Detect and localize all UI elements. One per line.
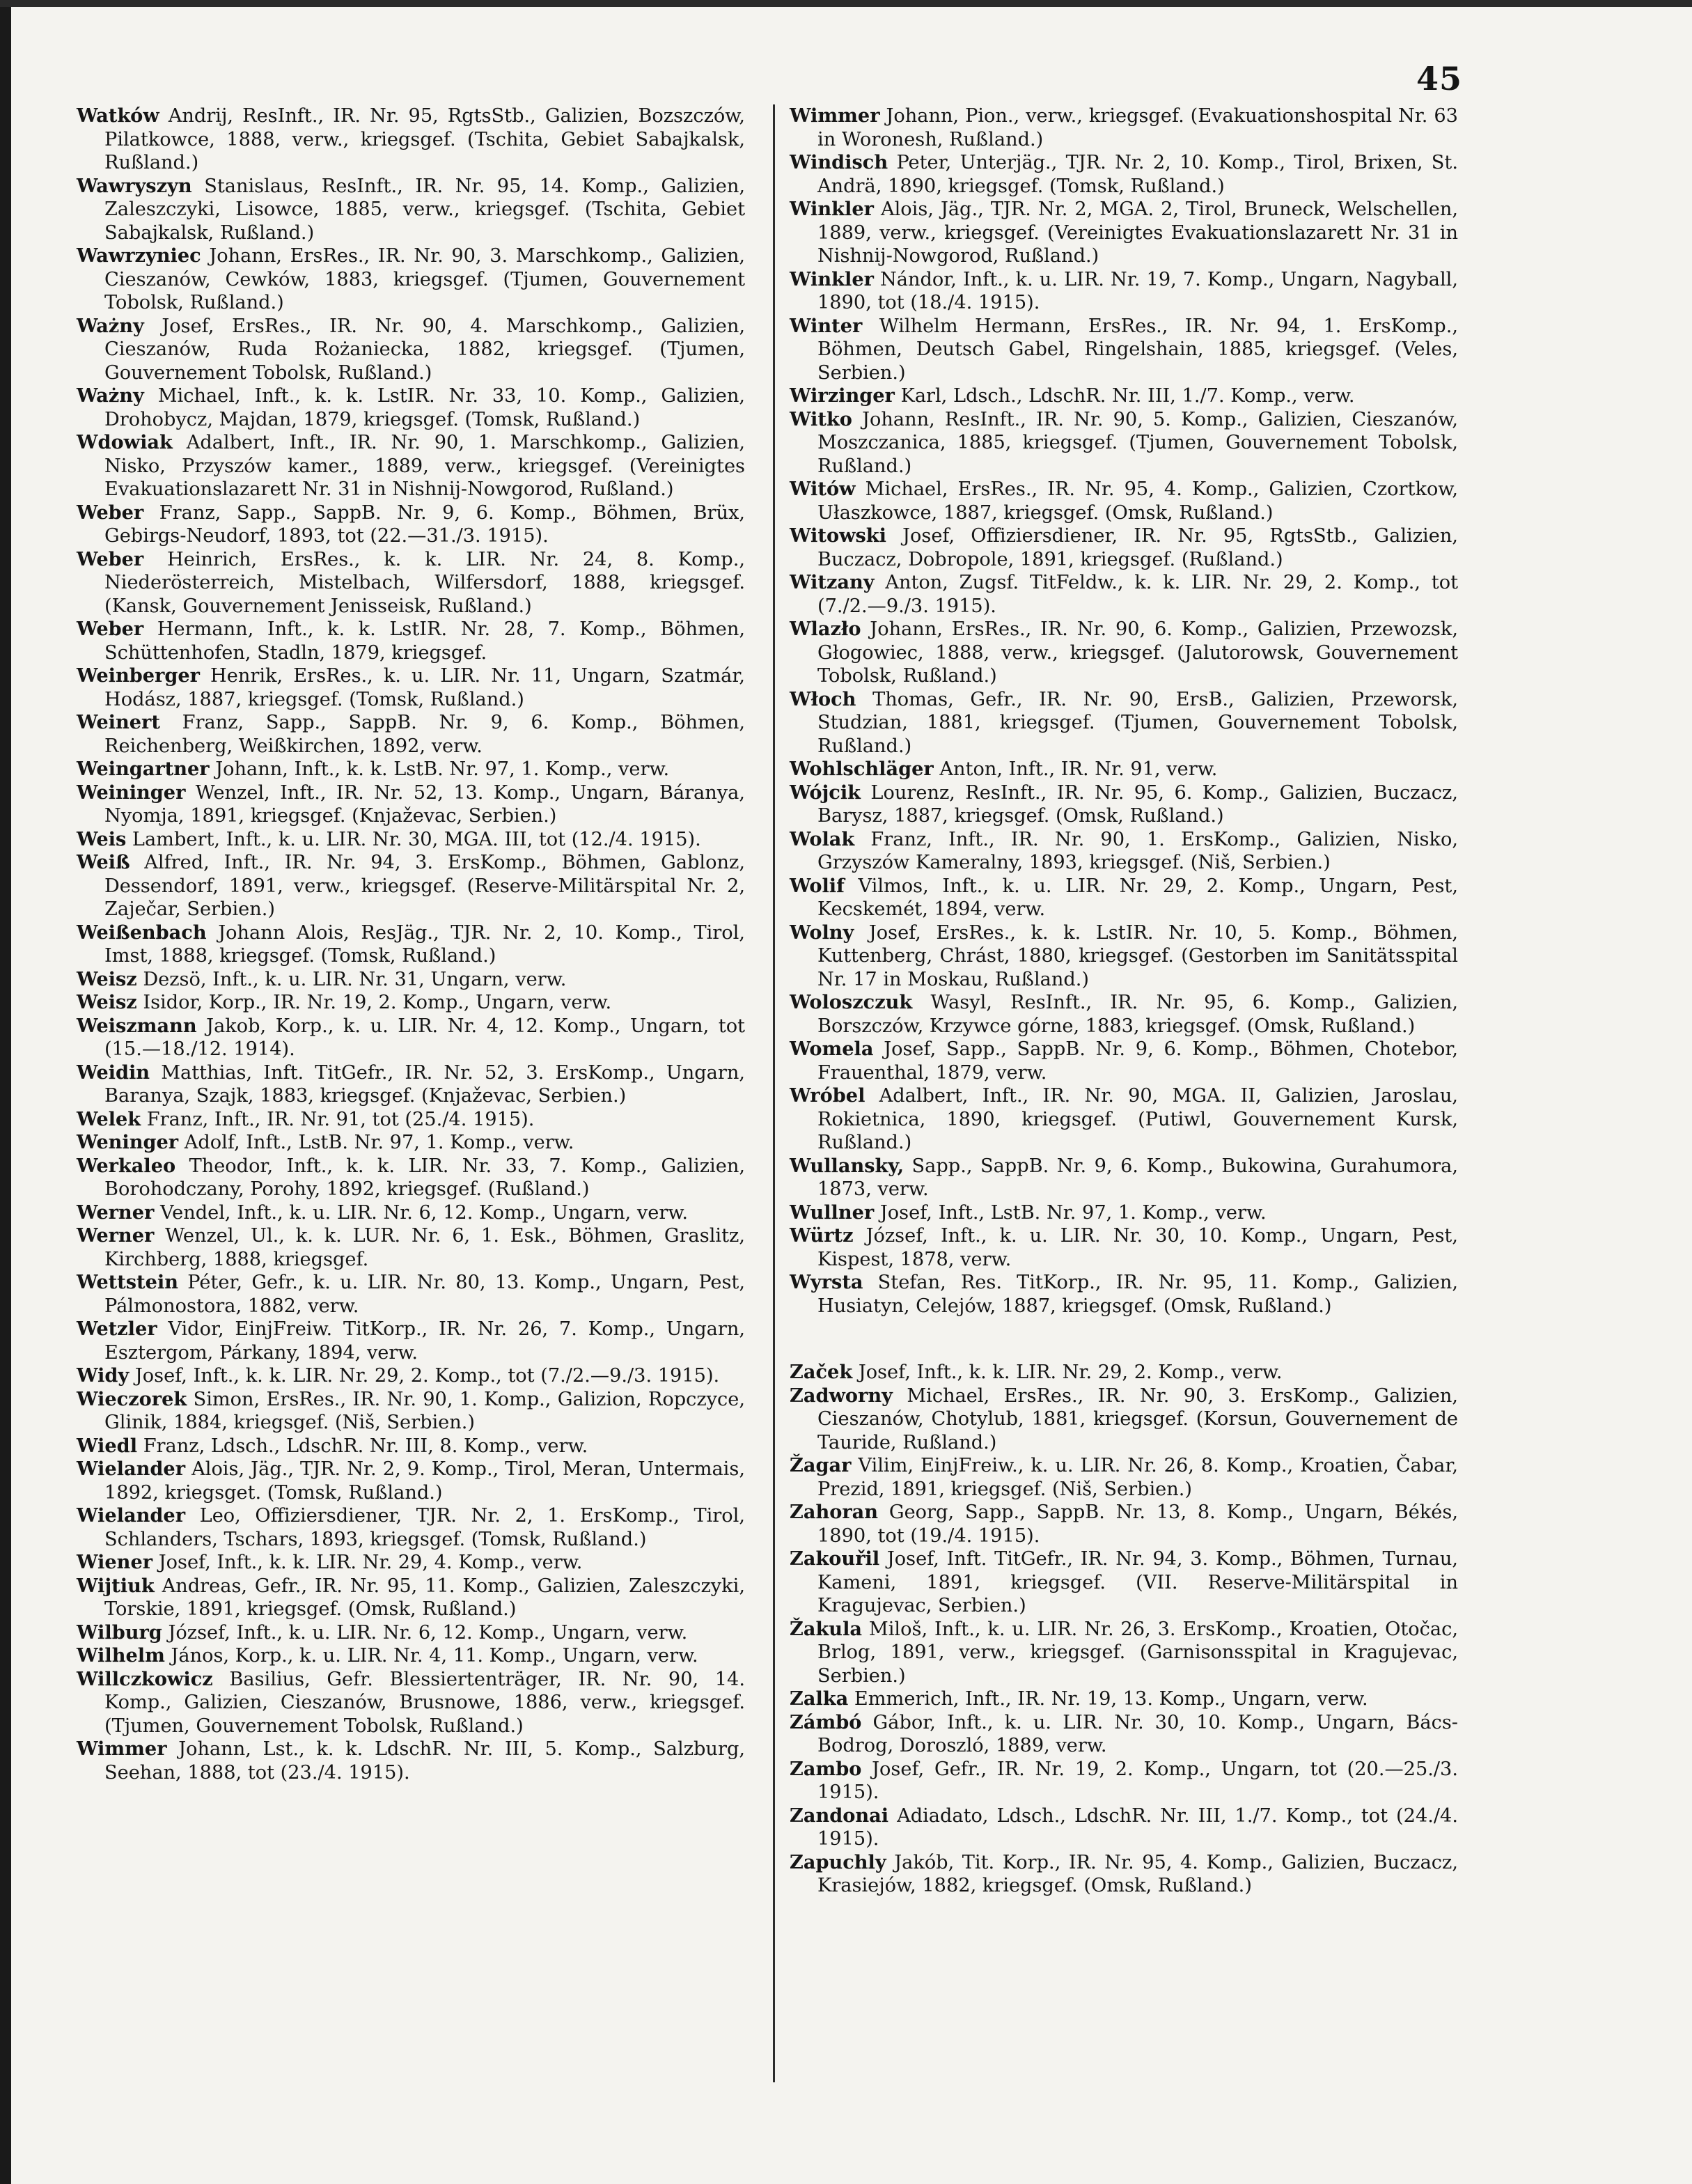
list-item — [77, 1131, 745, 1155]
entry-surname: Wohlschläger — [790, 758, 934, 780]
list-item — [77, 1738, 745, 1784]
entry-details: János, Korp., k. u. LIR. Nr. 4, 11. Komp., Ungarn, verw. — [171, 1645, 698, 1667]
list-item — [77, 1668, 745, 1738]
entry-details: Isidor, Korp., IR. Nr. 19, 2. Komp., Ungarn, verw. — [143, 992, 612, 1013]
list-item — [790, 1687, 1458, 1711]
entry-details: Josef, Inft., k. k. LIR. Nr. 29, 2. Komp., tot (7./2.—9./3. 1915). — [134, 1365, 720, 1387]
entry-surname: Werner — [77, 1201, 155, 1224]
entry-surname: Wielander — [77, 1458, 186, 1480]
entry-details: Alois, Jäg., TJR. Nr. 2, 9. Komp., Tirol, Meran, Untermais, 1892, kriegsget. (Tomsk, Rußland.) — [104, 1458, 745, 1504]
list-item — [790, 991, 1458, 1038]
entry-details: Vilmos, Inft., k. u. LIR. Nr. 29, 2. Komp., Ungarn, Pest, Kecskemét, 1894, verw. — [817, 875, 1458, 920]
list-item — [77, 1551, 745, 1575]
entry-surname: Žagar — [790, 1454, 852, 1476]
entry-surname: Winter — [790, 314, 863, 337]
entry-surname: Zadworny — [790, 1384, 893, 1407]
entry-details: Georg, Sapp., SappB. Nr. 13, 8. Komp., Ungarn, Békés, 1890, tot (19./4. 1915). — [817, 1502, 1458, 1547]
entry-details: Johann, ResInft., IR. Nr. 90, 5. Komp., Galizien, Cieszanów, Moszczanica, 1885, kriegsgef. (Tjumen, Gouvernement Tobolsk, Rußland.) — [817, 408, 1458, 477]
list-item — [77, 851, 745, 921]
list-item — [77, 244, 745, 315]
entry-details: Adolf, Inft., LstB. Nr. 97, 1. Komp., verw. — [184, 1132, 574, 1153]
list-item — [77, 1061, 745, 1108]
entry-details: Jakob, Korp., k. u. LIR. Nr. 4, 12. Komp., Ungarn, tot (15.—18./12. 1914). — [104, 1015, 745, 1060]
list-item — [77, 315, 745, 385]
list-item — [77, 1575, 745, 1621]
entry-surname: Winkler — [790, 267, 874, 290]
scan-left-edge — [0, 0, 11, 2184]
entry-surname: Wilburg — [77, 1621, 162, 1644]
entry-details: Josef, Offiziersdiener, IR. Nr. 95, RgtsStb., Galizien, Buczacz, Dobropole, 1891, kriegsgef. (Rußland.) — [817, 525, 1458, 570]
column-divider — [773, 104, 775, 2082]
list-item — [790, 618, 1458, 688]
list-item — [790, 875, 1458, 921]
list-item — [790, 1804, 1458, 1851]
list-item — [790, 384, 1458, 408]
entry-details: Matthias, Inft. TitGefr., IR. Nr. 52, 3. ErsKomp., Ungarn, Baranya, Szajk, 1883, kriegsgef. (Knjaževac, Serbien.) — [104, 1061, 745, 1107]
entry-surname: Wolny — [790, 921, 854, 944]
left-column — [77, 104, 745, 1784]
entry-details: Vilim, EinjFreiw., k. u. LIR. Nr. 26, 8. Komp., Kroatien, Čabar, Prezid, 1891, kriegsgef. (Niš, Serbien.) — [817, 1455, 1458, 1500]
entry-surname: Wimmer — [77, 1738, 167, 1760]
entry-surname: Wilhelm — [77, 1644, 165, 1667]
entry-surname: Witko — [790, 407, 852, 430]
entry-surname: Zakouřil — [790, 1547, 880, 1570]
entry-surname: Zandonai — [790, 1804, 889, 1827]
list-item — [77, 1015, 745, 1061]
entry-details: Wenzel, Ul., k. k. LUR. Nr. 6, 1. Esk., Böhmen, Graslitz, Kirchberg, 1888, kriegsgef. — [104, 1225, 745, 1270]
entry-details: Andrij, ResInft., IR. Nr. 95, RgtsStb., Galizien, Bozszczów, Pilatkowce, 1888, verw., kriegsgef. (Tschita, Gebiet Sabajkalsk, Rußland.) — [104, 105, 745, 173]
entry-details: József, Inft., k. u. LIR. Nr. 6, 12. Komp., Ungarn, verw. — [168, 1621, 688, 1644]
list-item — [790, 151, 1458, 198]
entry-details: Josef, Gefr., IR. Nr. 19, 2. Komp., Ungarn, tot (20.—25./3. 1915). — [817, 1758, 1458, 1803]
entry-surname: Wiener — [77, 1551, 153, 1573]
list-item — [77, 618, 745, 664]
list-item — [77, 384, 745, 431]
entry-surname: Witowski — [790, 524, 886, 547]
list-item — [790, 1224, 1458, 1271]
list-item — [790, 1384, 1458, 1455]
entry-surname: Weiszmann — [77, 1014, 197, 1037]
list-item — [77, 664, 745, 711]
list-item — [790, 828, 1458, 875]
entry-details: Leo, Offiziersdiener, TJR. Nr. 2, 1. ErsKomp., Tirol, Schlanders, Tschars, 1893, kriegsgef. (Tomsk, Rußland.) — [104, 1505, 745, 1550]
entry-surname: Werner — [77, 1224, 155, 1247]
list-item — [77, 1271, 745, 1318]
list-item — [790, 688, 1458, 758]
entry-details: Josef, Inft., LstB. Nr. 97, 1. Komp., verw. — [879, 1201, 1267, 1224]
entry-surname: Weisz — [77, 967, 137, 990]
entry-details: Theodor, Inft., k. k. LIR. Nr. 33, 7. Komp., Galizien, Borohodczany, Porohy, 1892, kriegsgef. (Rußland.) — [104, 1155, 745, 1200]
entry-surname: Wirzinger — [790, 384, 895, 407]
entry-details: Michael, Inft., k. k. LstIR. Nr. 33, 10. Komp., Galizien, Drohobycz, Majdan, 1879, kriegsgef. (Tomsk, Rußland.) — [104, 385, 745, 430]
entry-surname: Zahoran — [790, 1501, 879, 1523]
entry-surname: Weisz — [77, 991, 137, 1013]
entry-surname: Watków — [77, 104, 159, 127]
entry-details: Alfred, Inft., IR. Nr. 94, 3. ErsKomp., Böhmen, Gablonz, Dessendorf, 1891, verw., kriegsgef. (Reserve-Militärspital Nr. 2, Zaječar, Serbien.) — [104, 852, 745, 920]
entry-details: Andreas, Gefr., IR. Nr. 95, 11. Komp., Galizien, Zaleszczyki, Torskie, 1891, kriegsgef. (Omsk, Rußland.) — [104, 1575, 745, 1620]
entry-surname: Widy — [77, 1364, 130, 1387]
list-item — [790, 1851, 1458, 1898]
entry-details: Hermann, Inft., k. k. LstIR. Nr. 28, 7. Komp., Böhmen, Schüttenhofen, Stadln, 1879, kriegsgef. — [104, 618, 745, 664]
entry-surname: Wetzler — [77, 1318, 157, 1340]
list-item — [77, 1318, 745, 1364]
entry-surname: Weber — [77, 547, 144, 570]
list-item — [77, 1435, 745, 1458]
entry-details: Johann Alois, ResJäg., TJR. Nr. 2, 10. Komp., Tirol, Imst, 1888, kriegsgef. (Tomsk, Rußland.) — [104, 921, 745, 967]
entry-surname: Weninger — [77, 1131, 179, 1153]
list-item — [790, 1758, 1458, 1804]
entry-surname: Werkaleo — [77, 1154, 176, 1177]
entry-surname: Wiedl — [77, 1434, 138, 1457]
entry-details: Gábor, Inft., k. u. LIR. Nr. 30, 10. Komp., Ungarn, Bács-Bodrog, Doroszló, 1889, verw. — [817, 1711, 1458, 1756]
list-item — [77, 781, 745, 828]
entry-surname: Zámbó — [790, 1710, 862, 1733]
entry-surname: Woloszczuk — [790, 991, 913, 1013]
entry-details: Peter, Unterjäg., TJR. Nr. 2, 10. Komp., Tirol, Brixen, St. Andrä, 1890, kriegsgef. (Tomsk, Rußland.) — [817, 152, 1458, 197]
right-column-z-entries — [790, 1361, 1458, 1898]
list-item — [77, 104, 745, 175]
entry-surname: Weber — [77, 618, 144, 640]
entry-details: Adalbert, Inft., IR. Nr. 90, MGA. II, Galizien, Jaroslau, Rokietnica, 1890, kriegsgef. (Putiwl, Gouvernement Kursk, Rußland.) — [817, 1085, 1458, 1153]
entry-details: Karl, Ldsch., LdschR. Nr. III, 1./7. Komp., verw. — [900, 385, 1355, 407]
list-item — [77, 1364, 745, 1388]
entry-details: Lambert, Inft., k. u. LIR. Nr. 30, MGA. III, tot (12./4. 1915). — [132, 828, 701, 850]
entry-details: Sapp., SappB. Nr. 9, 6. Komp., Bukowina, Gurahumora, 1873, verw. — [817, 1155, 1458, 1200]
list-item — [77, 431, 745, 501]
entry-details: Josef, Sapp., SappB. Nr. 9, 6. Komp., Böhmen, Chotebor, Frauenthal, 1879, verw. — [817, 1038, 1458, 1084]
entry-details: Emmerich, Inft., IR. Nr. 19, 13. Komp., Ungarn, verw. — [854, 1688, 1368, 1710]
list-item — [77, 968, 745, 992]
list-item — [790, 1618, 1458, 1688]
list-item — [790, 571, 1458, 618]
list-item — [790, 408, 1458, 478]
list-item — [77, 1458, 745, 1504]
list-item — [77, 1108, 745, 1132]
list-item — [77, 711, 745, 758]
entry-details: Johann, ErsRes., IR. Nr. 90, 3. Marschkomp., Galizien, Cieszanów, Cewków, 1883, kriegsgef. (Tjumen, Gouvernement Tobolsk, Rußland.) — [104, 245, 745, 313]
list-item — [790, 1501, 1458, 1547]
list-item — [790, 1038, 1458, 1084]
list-item — [77, 1621, 745, 1645]
entry-details: Nándor, Inft., k. u. LIR. Nr. 19, 7. Komp., Ungarn, Nagyball, 1890, tot (18./4. 1915). — [817, 268, 1458, 313]
entry-details: Jakób, Tit. Korp., IR. Nr. 95, 4. Komp., Galizien, Buczacz, Krasiejów, 1882, kriegsgef. (Omsk, Rußland.) — [817, 1851, 1458, 1896]
entry-surname: Začek — [790, 1361, 853, 1383]
list-item — [790, 315, 1458, 385]
entry-surname: Witzany — [790, 571, 875, 593]
list-item — [790, 1547, 1458, 1618]
entry-surname: Žakula — [790, 1617, 863, 1640]
entry-details: Thomas, Gefr., IR. Nr. 90, ErsB., Galizien, Przeworsk, Studzian, 1881, kriegsgef. (Tjumen, Gouvernement Tobolsk, Rußland.) — [817, 688, 1458, 757]
entry-details: Josef, Inft., k. k. LIR. Nr. 29, 4. Komp., verw. — [158, 1552, 583, 1573]
list-item — [790, 1271, 1458, 1318]
entry-details: József, Inft., k. u. LIR. Nr. 30, 10. Komp., Ungarn, Pest, Kispest, 1878, verw. — [817, 1225, 1458, 1270]
list-item — [790, 524, 1458, 571]
entry-details: Adiadato, Ldsch., LdschR. Nr. III, 1./7. Komp., tot (24./4. 1915). — [817, 1804, 1458, 1850]
entry-details: Franz, Inft., IR. Nr. 90, 1. ErsKomp., Galizien, Nisko, Grzyszów Kameralny, 1893, kriegsgef. (Niš, Serbien.) — [817, 828, 1458, 873]
entry-surname: Wójcik — [790, 781, 861, 804]
entry-surname: Wullner — [790, 1201, 875, 1224]
entry-details: Franz, Inft., IR. Nr. 91, tot (25./4. 1915). — [146, 1108, 535, 1130]
list-item — [790, 1454, 1458, 1501]
entry-details: Stanislaus, ResInft., IR. Nr. 95, 14. Komp., Galizien, Zaleszczyki, Lisowce, 1885, verw., kriegsgef. (Tschita, Gebiet Sabajkalsk, Rußland.) — [104, 175, 745, 244]
entry-details: Josef, ErsRes., IR. Nr. 90, 4. Marschkomp., Galizien, Cieszanów, Ruda Rożaniecka, 1882, kriegsgef. (Tjumen, Gouvernement Tobolsk, Rußland.) — [104, 315, 745, 384]
entry-details: Vendel, Inft., k. u. LIR. Nr. 6, 12. Komp., Ungarn, verw. — [159, 1201, 689, 1224]
entry-surname: Weiß — [77, 851, 130, 873]
entry-details: Henrik, ErsRes., k. u. LIR. Nr. 11, Ungarn, Szatmár, Hodász, 1887, kriegsgef. (Tomsk, Rußland.) — [104, 665, 745, 710]
list-item — [790, 921, 1458, 992]
entry-details: Wilhelm Hermann, ErsRes., IR. Nr. 94, 1. ErsKomp., Böhmen, Deutsch Gabel, Ringelshain, 1885, kriegsgef. (Veles, Serbien.) — [817, 315, 1458, 384]
entry-details: Michael, ErsRes., IR. Nr. 95, 4. Komp., Galizien, Czortkow, Ułaszkowce, 1887, kriegsgef. (Omsk, Rußland.) — [817, 478, 1458, 524]
list-item — [77, 548, 745, 618]
entry-details: Alois, Jäg., TJR. Nr. 2, MGA. 2, Tirol, Bruneck, Welschellen, 1889, verw., kriegsgef. (Vereinigtes Evakuationslazarett Nr. 31 in Nishnij-Nowgorod, Rußland.) — [817, 198, 1458, 267]
entry-details: Franz, Sapp., SappB. Nr. 9, 6. Komp., Böhmen, Reichenberg, Weißkirchen, 1892, verw. — [104, 712, 745, 757]
entry-details: Vidor, EinjFreiw. TitKorp., IR. Nr. 26, 7. Komp., Ungarn, Esztergom, Párkany, 1894, verw. — [104, 1318, 745, 1364]
entry-details: Wasyl, ResInft., IR. Nr. 95, 6. Komp., Galizien, Borszczów, Krzywce górne, 1883, kriegsgef. (Omsk, Rußland.) — [817, 992, 1458, 1037]
entry-surname: Weingartner — [77, 758, 210, 780]
entry-details: Josef, ErsRes., k. k. LstIR. Nr. 10, 5. Komp., Böhmen, Kuttenberg, Chrást, 1880, kriegsgef. (Gestorben im Sanitätsspital Nr. 17 in Moskau, Rußland.) — [817, 921, 1458, 990]
entry-surname: Weinert — [77, 711, 160, 733]
entry-surname: Winkler — [790, 198, 874, 220]
entry-details: Franz, Sapp., SappB. Nr. 9, 6. Komp., Böhmen, Brüx, Gebirgs-Neudorf, 1893, tot (22.—31./3. 1915). — [104, 501, 745, 547]
entry-surname: Wieczorek — [77, 1387, 187, 1410]
entry-details: Johann, Lst., k. k. LdschR. Nr. III, 5. Komp., Salzburg, Seehan, 1888, tot (23./4. 1915). — [104, 1738, 745, 1784]
entry-surname: Wróbel — [790, 1084, 865, 1107]
list-item — [77, 991, 745, 1015]
entry-surname: Ważny — [77, 314, 144, 337]
entry-surname: Welek — [77, 1107, 141, 1130]
right-column-w-entries — [790, 104, 1458, 1318]
entry-surname: Włoch — [790, 687, 856, 710]
entry-details: Basilius, Gefr. Blessiertenträger, IR. Nr. 90, 14. Komp., Galizien, Cieszanów, Brusnowe, 1886, verw., kriegsgef. (Tjumen, Gouvernement Tobolsk, Rußland.) — [104, 1668, 745, 1737]
entry-surname: Wolak — [790, 827, 855, 850]
list-item — [790, 104, 1458, 151]
entry-surname: Weidin — [77, 1061, 150, 1084]
entry-surname: Wielander — [77, 1504, 186, 1527]
entry-surname: Zapuchly — [790, 1850, 886, 1873]
entry-details: Adalbert, Inft., IR. Nr. 90, 1. Marschkomp., Galizien, Nisko, Przyszów kamer., 1889, verw., kriegsgef. (Vereinigtes Evakuationslazarett Nr. 31 in Nishnij-Nowgorod, Rußland.) — [104, 432, 745, 500]
list-item — [790, 1084, 1458, 1155]
list-item — [77, 1201, 745, 1225]
entry-surname: Wettstein — [77, 1271, 178, 1293]
entry-details: Johann, Pion., verw., kriegsgef. (Evakuationshospital Nr. 63 in Woronesh, Rußland.) — [817, 105, 1458, 150]
entry-details: Josef, Inft. TitGefr., IR. Nr. 94, 3. Komp., Böhmen, Turnau, Kameni, 1891, kriegsgef. (VII. Reserve-Militärspital in Kragujevac, Serbien.) — [817, 1548, 1458, 1616]
list-item — [77, 758, 745, 781]
entry-surname: Witów — [790, 478, 856, 500]
list-item — [77, 921, 745, 968]
page-number: 45 — [1416, 60, 1462, 98]
entry-surname: Weininger — [77, 781, 186, 804]
entry-surname: Wolif — [790, 874, 845, 897]
entry-details: Anton, Inft., IR. Nr. 91, verw. — [939, 758, 1218, 780]
entry-details: Dezsö, Inft., k. u. LIR. Nr. 31, Ungarn, verw. — [143, 968, 567, 990]
entry-surname: Weißenbach — [77, 921, 207, 944]
entry-surname: Zalka — [790, 1687, 849, 1710]
entry-details: Michael, ErsRes., IR. Nr. 90, 3. ErsKomp., Galizien, Cieszanów, Chotylub, 1881, kriegsgef. (Korsun, Gouvernement de Tauride, Rußland.) — [817, 1384, 1458, 1453]
list-item — [77, 1504, 745, 1551]
entry-surname: Weinberger — [77, 664, 200, 687]
list-item — [77, 175, 745, 245]
entry-surname: Wullansky, — [790, 1154, 904, 1177]
list-item — [77, 1224, 745, 1271]
list-item — [790, 198, 1458, 268]
list-item — [790, 1155, 1458, 1201]
entry-details: Johann, Inft., k. k. LstB. Nr. 97, 1. Komp., verw. — [215, 758, 670, 780]
list-item — [790, 1201, 1458, 1225]
entry-surname: Wdowiak — [77, 431, 173, 453]
list-item — [790, 268, 1458, 315]
entry-details: Miloš, Inft., k. u. LIR. Nr. 26, 3. ErsKomp., Kroatien, Otočac, Brlog, 1891, verw., kriegsgef. (Garnisonsspital in Kragujevac, Serbien.) — [817, 1618, 1458, 1687]
list-item — [790, 1361, 1458, 1384]
entry-surname: Weber — [77, 501, 144, 524]
entry-details: Franz, Ldsch., LdschR. Nr. III, 8. Komp., verw. — [143, 1435, 588, 1457]
entry-details: Simon, ErsRes., IR. Nr. 90, 1. Komp., Galizion, Ropczyce, Glinik, 1884, kriegsgef. (Niš, Serbien.) — [104, 1388, 745, 1433]
entry-surname: Wlazło — [790, 618, 861, 640]
entry-surname: Würtz — [790, 1224, 854, 1247]
right-column-wrapper — [790, 104, 1458, 1898]
list-item — [77, 828, 745, 852]
scan-top-edge — [0, 0, 1692, 7]
entry-surname: Wimmer — [790, 104, 880, 127]
entry-surname: Ważny — [77, 384, 144, 407]
entry-surname: Womela — [790, 1038, 874, 1060]
list-item — [790, 758, 1458, 781]
list-item — [77, 1644, 745, 1668]
entry-surname: Zambo — [790, 1757, 862, 1780]
list-item — [790, 478, 1458, 524]
entry-details: Anton, Zugsf. TitFeldw., k. k. LIR. Nr. 29, 2. Komp., tot (7./2.—9./3. 1915). — [817, 572, 1458, 617]
section-gap — [790, 1318, 1458, 1361]
entry-details: Péter, Gefr., k. u. LIR. Nr. 80, 13. Komp., Ungarn, Pest, Pálmonostora, 1882, verw. — [104, 1272, 745, 1317]
entry-details: Wenzel, Inft., IR. Nr. 52, 13. Komp., Ungarn, Báranya, Nyomja, 1891, kriegsgef. (Knjaževac, Serbien.) — [104, 781, 745, 827]
entry-details: Stefan, Res. TitKorp., IR. Nr. 95, 11. Komp., Galizien, Husiatyn, Celejów, 1887, kriegsgef. (Omsk, Rußland.) — [817, 1272, 1458, 1317]
entry-details: Josef, Inft., k. k. LIR. Nr. 29, 2. Komp., verw. — [858, 1362, 1283, 1383]
list-item — [77, 1388, 745, 1435]
entry-surname: Windisch — [790, 151, 888, 173]
list-item — [790, 781, 1458, 828]
list-item — [790, 1711, 1458, 1758]
entry-details: Heinrich, ErsRes., k. k. LIR. Nr. 24, 8. Komp., Niederösterreich, Mistelbach, Wilfersdorf, 1888, kriegsgef. (Kansk, Gouvernement Jenisseisk, Rußland.) — [104, 548, 745, 617]
entry-surname: Wyrsta — [790, 1271, 863, 1293]
entry-details: Johann, ErsRes., IR. Nr. 90, 6. Komp., Galizien, Przewozsk, Głogowiec, 1888, verw., kriegsgef. (Jalutorowsk, Gouvernement Tobolsk, Rußland.) — [817, 618, 1458, 687]
list-item — [77, 501, 745, 548]
entry-surname: Weis — [77, 827, 127, 850]
entry-surname: Wawryszyn — [77, 174, 192, 197]
list-item — [77, 1155, 745, 1201]
entry-surname: Wawrzyniec — [77, 244, 201, 267]
entry-details: Lourenz, ResInft., IR. Nr. 95, 6. Komp., Galizien, Buczacz, Barysz, 1887, kriegsgef. (Omsk, Rußland.) — [817, 781, 1458, 827]
entry-surname: Wijtiuk — [77, 1574, 155, 1597]
entry-surname: Willczkowicz — [77, 1667, 213, 1690]
